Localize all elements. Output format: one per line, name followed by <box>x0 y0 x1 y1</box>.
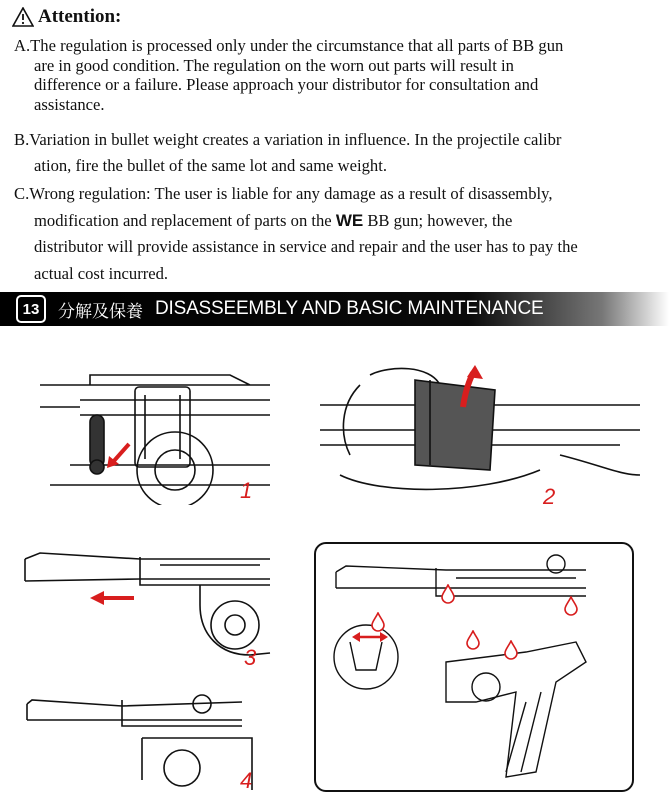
oil-drop-icon <box>466 630 480 650</box>
attention-heading <box>12 6 121 28</box>
item-a-line-1: A.The regulation is processed only under the circumstance that all parts of BB gun <box>14 36 564 55</box>
attention-title: Attention: <box>38 6 122 27</box>
section-banner <box>0 292 669 326</box>
section-title-cn: 分解及保養 <box>58 301 143 322</box>
arrow-up-icon <box>455 365 485 410</box>
figure-label-3: 3 <box>244 645 257 670</box>
oil-drop-icon <box>504 640 518 660</box>
item-c-line-4: actual cost incurred. <box>34 263 169 283</box>
item-a-line-2: are in good condition. The regulation on the worn out parts will result in <box>34 55 514 75</box>
item-b-line-2: ation, fire the bullet of the same lot and same weight. <box>34 155 387 175</box>
attention-item-c <box>14 181 669 287</box>
figure-lubrication-box <box>314 542 634 792</box>
attention-item-a <box>14 36 669 114</box>
item-a-line-3: difference or a failure. Please approach your distributor for consultation and <box>34 75 539 94</box>
double-arrow-icon <box>352 632 388 642</box>
oil-drop-icon <box>564 596 578 616</box>
item-c-line-1: C.Wrong regulation: The user is liable for any damage as a result of disassembly, <box>14 184 553 203</box>
item-b-line-1: B.Variation in bullet weight creates a variation in influence. In the projectile calibr <box>14 130 562 149</box>
arrow-left-icon <box>90 590 135 606</box>
item-c-line-2: modification and replacement of parts on the WE BB gun; however, the <box>34 210 513 230</box>
item-a-line-4: assistance. <box>34 94 105 114</box>
attention-item-b <box>14 128 669 175</box>
section-number-badge: 13 <box>16 295 46 323</box>
figure-label-1: 1 <box>240 478 253 503</box>
warning-triangle-icon <box>12 7 34 27</box>
arrow-down-icon <box>105 440 135 470</box>
figure-3-barrel-removal <box>20 545 280 665</box>
brand-we: WE <box>335 210 364 230</box>
oil-drop-icon <box>441 584 455 604</box>
item-c-line-3: distributor will provide assistance in service and repair and the user has to pay the <box>34 237 578 256</box>
oil-drop-icon <box>371 612 385 632</box>
figure-label-4: 4 <box>240 768 253 793</box>
figure-4-toggle-assembly <box>22 690 272 790</box>
figure-label-2: 2 <box>543 484 556 509</box>
section-title-en: DISASSEEMBLY AND BASIC MAINTENANCE <box>155 298 544 319</box>
figure-2-sideplate <box>320 345 640 505</box>
